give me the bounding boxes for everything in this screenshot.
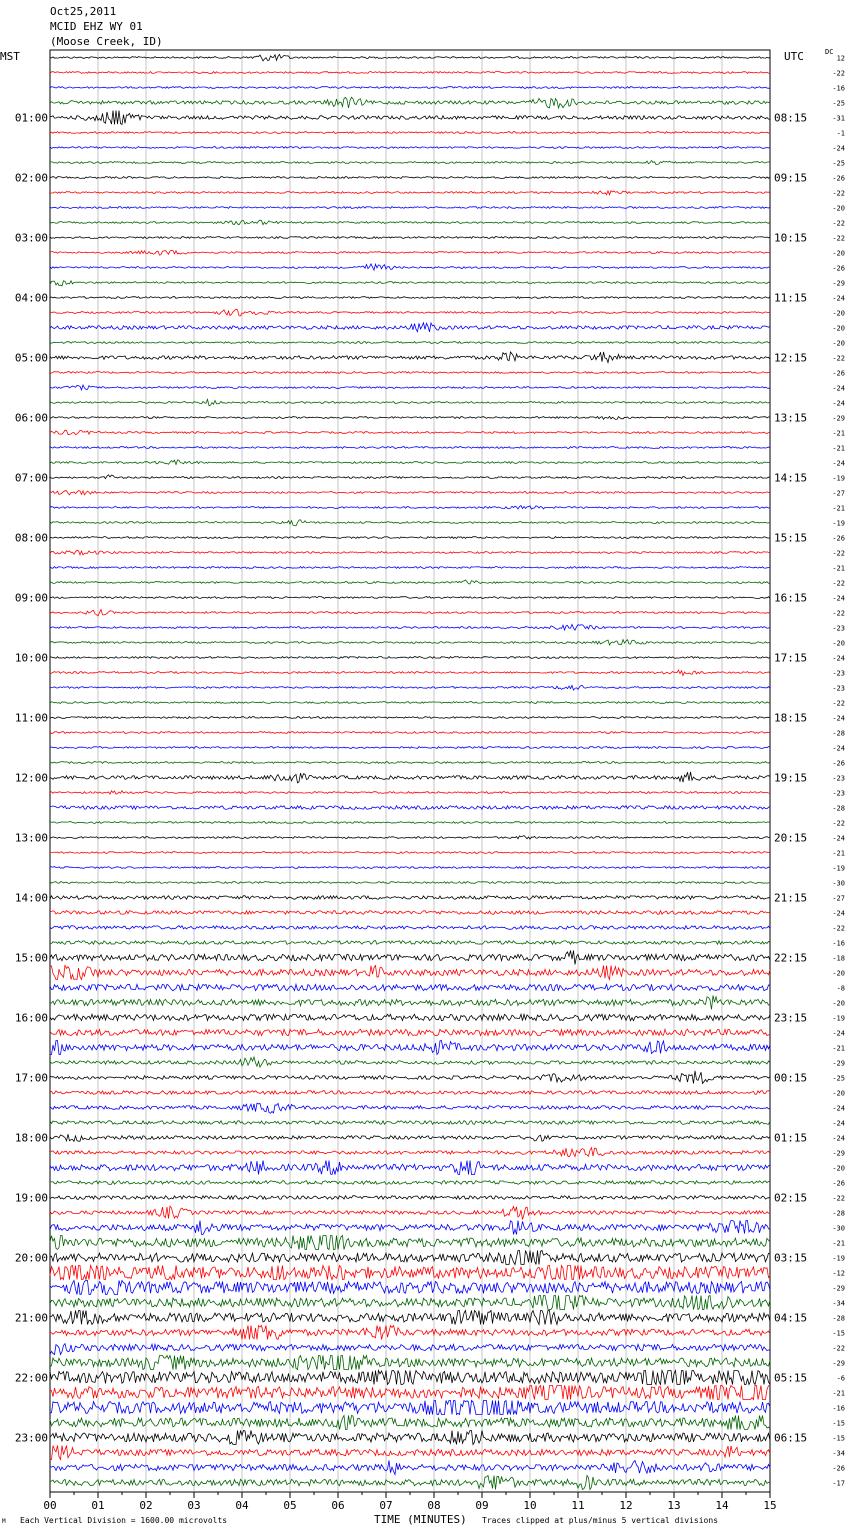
left-hour-label: 11:00 (14, 711, 48, 725)
dc-offset: -29 (832, 1059, 845, 1068)
trace-9 (50, 191, 770, 195)
x-tick-label: 12 (619, 1499, 633, 1512)
trace-66 (50, 1041, 770, 1055)
dc-offset: -21 (832, 1044, 845, 1053)
dc-offset: -19 (832, 1254, 845, 1263)
trace-93 (50, 1446, 770, 1460)
right-hour-label: 03:15 (774, 1251, 808, 1265)
dc-offset: -16 (832, 84, 845, 93)
right-hour-label: 18:15 (774, 711, 808, 725)
dc-label: DC (825, 48, 834, 56)
right-hour-label: 05:15 (774, 1371, 808, 1385)
trace-51 (50, 822, 770, 824)
dc-offset: -26 (832, 759, 845, 768)
dc-offset: -20 (832, 249, 845, 258)
dc-offset: -15 (832, 1434, 845, 1443)
right-hour-label: 19:15 (774, 771, 808, 785)
dc-offset: -27 (832, 894, 845, 903)
dc-offset: -24 (832, 1029, 845, 1038)
trace-15 (50, 281, 770, 286)
trace-44 (50, 717, 770, 719)
trace-64 (50, 1014, 770, 1020)
right-hour-label: 00:15 (774, 1071, 808, 1085)
dc-offset: -29 (832, 1149, 845, 1158)
trace-52 (50, 836, 770, 840)
x-tick-label: 08 (427, 1499, 441, 1512)
dc-offset: -19 (832, 1014, 845, 1023)
x-tick-label: 14 (715, 1499, 729, 1512)
right-hour-label: 02:15 (774, 1191, 808, 1205)
trace-81 (50, 1266, 770, 1280)
left-hour-label: 08:00 (14, 531, 48, 545)
trace-19 (50, 342, 770, 344)
trace-31 (50, 520, 770, 526)
left-hour-label: 17:00 (14, 1071, 48, 1085)
clip-note: Traces clipped at plus/minus 5 vertical divisions (482, 1516, 719, 1525)
right-hour-label: 21:15 (774, 891, 808, 905)
dc-offset: -25 (832, 1074, 845, 1083)
trace-4 (50, 111, 770, 125)
dc-offset: -24 (832, 1104, 845, 1113)
trace-71 (50, 1121, 770, 1125)
dc-offset: -20 (832, 204, 845, 213)
trace-57 (50, 911, 770, 915)
dc-offset: -1 (836, 129, 845, 138)
dc-offset: -28 (832, 729, 845, 738)
trace-6 (50, 147, 770, 149)
dc-offset: -20 (832, 1089, 845, 1098)
dc-offset: -26 (832, 1464, 845, 1473)
right-hour-label: 11:15 (774, 291, 808, 305)
trace-26 (50, 447, 770, 449)
dc-offset: -21 (832, 1389, 845, 1398)
dc-offset: -24 (832, 294, 845, 303)
trace-65 (50, 1029, 770, 1035)
x-tick-label: 00 (43, 1499, 57, 1512)
trace-37 (50, 610, 770, 616)
dc-offset: -21 (832, 429, 845, 438)
trace-35 (50, 580, 770, 584)
dc-offset: -26 (832, 534, 845, 543)
trace-40 (50, 657, 770, 659)
dc-offset: -22 (832, 699, 845, 708)
trace-43 (50, 702, 770, 704)
trace-2 (50, 87, 770, 89)
right-hour-label: 10:15 (774, 231, 808, 245)
dc-offset: -26 (832, 369, 845, 378)
dc-offset: -29 (832, 1359, 845, 1368)
left-hour-label: 03:00 (14, 231, 48, 245)
date-label: Oct25,2011 (50, 5, 117, 18)
dc-offset: -24 (832, 834, 845, 843)
right-hour-label: 15:15 (774, 531, 808, 545)
left-hour-label: 09:00 (14, 591, 48, 605)
trace-67 (50, 1057, 770, 1067)
x-axis-title: TIME (MINUTES) (374, 1513, 467, 1526)
trace-68 (50, 1071, 770, 1084)
dc-offset: -24 (832, 714, 845, 723)
x-tick-label: 04 (235, 1499, 249, 1512)
dc-offset: -24 (832, 1134, 845, 1143)
trace-78 (50, 1221, 770, 1235)
left-hour-label: 05:00 (14, 351, 48, 365)
trace-22 (50, 385, 770, 390)
right-hour-label: 01:15 (774, 1131, 808, 1145)
scale-note: Each Vertical Division = 1600.00 microvolts (20, 1516, 228, 1525)
dc-offset: -34 (832, 1449, 845, 1458)
left-hour-label: 23:00 (14, 1431, 48, 1445)
dc-offset: -20 (832, 309, 845, 318)
dc-offset: -30 (832, 1224, 845, 1233)
x-tick-label: 15 (763, 1499, 777, 1512)
dc-offset: -22 (832, 219, 845, 228)
dc-offset: -22 (832, 819, 845, 828)
trace-89 (50, 1386, 770, 1400)
dc-offset: -28 (832, 804, 845, 813)
dc-offset: -24 (832, 594, 845, 603)
dc-offset: -22 (832, 1194, 845, 1203)
trace-7 (50, 161, 770, 165)
dc-offset: -29 (832, 1284, 845, 1293)
mst-label: MST (0, 50, 20, 63)
trace-58 (50, 926, 770, 930)
right-hour-label: 09:15 (774, 171, 808, 185)
dc-offset: -16 (832, 939, 845, 948)
dc-offset: -23 (832, 624, 845, 633)
left-hour-label: 21:00 (14, 1311, 48, 1325)
trace-84 (50, 1311, 770, 1325)
dc-offset: -22 (832, 1344, 845, 1353)
dc-offset: -24 (832, 744, 845, 753)
trace-86 (50, 1344, 770, 1355)
trace-27 (50, 460, 770, 465)
dc-offset: -22 (832, 69, 845, 78)
trace-83 (50, 1296, 770, 1310)
trace-45 (50, 732, 770, 734)
right-hour-label: 04:15 (774, 1311, 808, 1325)
trace-80 (50, 1251, 770, 1265)
dc-offset: -24 (832, 1119, 845, 1128)
trace-25 (50, 430, 770, 434)
left-hour-label: 02:00 (14, 171, 48, 185)
dc-offset: -28 (832, 1314, 845, 1323)
left-hour-label: 06:00 (14, 411, 48, 425)
dc-offset: -27 (832, 489, 845, 498)
trace-5 (50, 132, 770, 134)
x-tick-label: 01 (91, 1499, 105, 1512)
dc-offset: -22 (832, 609, 845, 618)
trace-30 (50, 506, 770, 509)
trace-50 (50, 806, 770, 810)
trace-10 (50, 207, 770, 209)
x-tick-label: 09 (475, 1499, 489, 1512)
dc-offset: -23 (832, 669, 845, 678)
left-hour-label: 12:00 (14, 771, 48, 785)
x-tick-label: 02 (139, 1499, 153, 1512)
left-hour-label: 04:00 (14, 291, 48, 305)
dc-offset: -20 (832, 969, 845, 978)
trace-32 (50, 537, 770, 539)
dc-offset: -21 (832, 1239, 845, 1248)
trace-62 (50, 984, 770, 990)
trace-74 (50, 1161, 770, 1175)
dc-offset: -26 (832, 264, 845, 273)
dc-offset: -30 (832, 879, 845, 888)
trace-60 (50, 951, 770, 965)
right-hour-label: 16:15 (774, 591, 808, 605)
dc-offset: -21 (832, 444, 845, 453)
trace-18 (50, 323, 770, 332)
dc-offset: -19 (832, 864, 845, 873)
dc-offset: -20 (832, 339, 845, 348)
left-hour-label: 01:00 (14, 111, 48, 125)
left-hour-label: 16:00 (14, 1011, 48, 1025)
dc-offset: -25 (832, 159, 845, 168)
trace-29 (50, 491, 770, 495)
trace-73 (50, 1148, 770, 1157)
dc-offset: -15 (832, 1329, 845, 1338)
trace-12 (50, 237, 770, 239)
trace-94 (50, 1461, 770, 1475)
dc-offset: -24 (832, 399, 845, 408)
trace-49 (50, 791, 770, 794)
dc-offset: -16 (832, 1404, 845, 1413)
dc-offset: 12 (836, 54, 845, 63)
location-label: (Moose Creek, ID) (50, 35, 163, 48)
dc-offset: -19 (832, 519, 845, 528)
left-hour-label: 20:00 (14, 1251, 48, 1265)
dc-offset: -26 (832, 174, 845, 183)
right-hour-label: 23:15 (774, 1011, 808, 1025)
dc-offset: -19 (832, 474, 845, 483)
trace-85 (50, 1326, 770, 1340)
dc-offset: -22 (832, 579, 845, 588)
trace-61 (50, 966, 770, 980)
trace-88 (50, 1371, 770, 1385)
trace-53 (50, 852, 770, 854)
dc-offset: -22 (832, 924, 845, 933)
trace-46 (50, 747, 770, 749)
dc-offset: -20 (832, 639, 845, 648)
x-tick-label: 10 (523, 1499, 537, 1512)
dc-offset: -23 (832, 684, 845, 693)
trace-76 (50, 1196, 770, 1200)
right-hour-label: 22:15 (774, 951, 808, 965)
trace-34 (50, 567, 770, 569)
left-hour-label: 14:00 (14, 891, 48, 905)
dc-offset: -12 (832, 1269, 845, 1278)
dc-offset: -20 (832, 1164, 845, 1173)
trace-92 (50, 1431, 770, 1445)
right-hour-label: 13:15 (774, 411, 808, 425)
dc-offset: -20 (832, 324, 845, 333)
trace-59 (50, 941, 770, 945)
dc-offset: -22 (832, 234, 845, 243)
trace-39 (50, 640, 770, 646)
dc-offset: -18 (832, 954, 845, 963)
trace-42 (50, 686, 770, 691)
trace-69 (50, 1091, 770, 1095)
trace-23 (50, 399, 770, 405)
right-hour-label: 20:15 (774, 831, 808, 845)
utc-label: UTC (784, 50, 804, 63)
left-hour-label: 10:00 (14, 651, 48, 665)
x-tick-label: 07 (379, 1499, 393, 1512)
station-label: MCID EHZ WY 01 (50, 20, 143, 33)
left-hour-label: 07:00 (14, 471, 48, 485)
dc-offset: -17 (832, 1479, 845, 1488)
left-hour-label: 22:00 (14, 1371, 48, 1385)
dc-offset: -24 (832, 459, 845, 468)
right-hour-label: 08:15 (774, 111, 808, 125)
dc-offset: -22 (832, 189, 845, 198)
dc-offset: -34 (832, 1299, 845, 1308)
dc-offset: -29 (832, 414, 845, 423)
trace-13 (50, 250, 770, 255)
trace-28 (50, 475, 770, 479)
trace-75 (50, 1181, 770, 1185)
x-tick-label: 06 (331, 1499, 345, 1512)
trace-56 (50, 896, 770, 900)
trace-11 (50, 220, 770, 225)
corner-mark: M (2, 1518, 6, 1525)
trace-20 (50, 352, 770, 363)
right-hour-label: 14:15 (774, 471, 808, 485)
x-tick-label: 05 (283, 1499, 297, 1512)
dc-offset: -21 (832, 564, 845, 573)
trace-33 (50, 550, 770, 555)
dc-offset: -23 (832, 774, 845, 783)
right-hour-label: 12:15 (774, 351, 808, 365)
dc-offset: -21 (832, 504, 845, 513)
dc-offset: -8 (836, 984, 845, 993)
trace-54 (50, 867, 770, 869)
dc-offset: -31 (832, 114, 845, 123)
trace-14 (50, 264, 770, 270)
x-tick-label: 13 (667, 1499, 681, 1512)
trace-0 (50, 54, 770, 61)
dc-offset: -6 (836, 1374, 845, 1383)
trace-36 (50, 597, 770, 599)
trace-87 (50, 1356, 770, 1370)
trace-90 (50, 1401, 770, 1415)
trace-1 (50, 72, 770, 74)
trace-24 (50, 416, 770, 419)
dc-offset: -22 (832, 354, 845, 363)
left-hour-label: 19:00 (14, 1191, 48, 1205)
trace-21 (50, 372, 770, 374)
left-hour-label: 13:00 (14, 831, 48, 845)
dc-offset: -24 (832, 654, 845, 663)
x-tick-label: 03 (187, 1499, 201, 1512)
dc-offset: -28 (832, 1209, 845, 1218)
dc-offset: -25 (832, 99, 845, 108)
right-hour-label: 17:15 (774, 651, 808, 665)
dc-offset: -29 (832, 279, 845, 288)
dc-offset: -26 (832, 1179, 845, 1188)
trace-72 (50, 1134, 770, 1141)
trace-16 (50, 297, 770, 299)
trace-70 (50, 1103, 770, 1113)
dc-offset: -23 (832, 789, 845, 798)
right-hour-label: 06:15 (774, 1431, 808, 1445)
x-tick-label: 11 (571, 1499, 585, 1512)
trace-8 (50, 177, 770, 179)
left-hour-label: 18:00 (14, 1131, 48, 1145)
dc-offset: -21 (832, 849, 845, 858)
trace-3 (50, 97, 770, 108)
dc-offset: -22 (832, 549, 845, 558)
trace-63 (50, 996, 770, 1010)
trace-82 (50, 1281, 770, 1295)
dc-offset: -24 (832, 909, 845, 918)
trace-38 (50, 624, 770, 630)
trace-41 (50, 670, 770, 675)
dc-offset: -24 (832, 144, 845, 153)
trace-17 (50, 309, 770, 316)
dc-offset: -24 (832, 384, 845, 393)
dc-offset: -20 (832, 999, 845, 1008)
trace-55 (50, 882, 770, 884)
trace-95 (50, 1476, 770, 1490)
trace-79 (50, 1236, 770, 1250)
left-hour-label: 15:00 (14, 951, 48, 965)
trace-48 (50, 772, 770, 783)
dc-offset: -15 (832, 1419, 845, 1428)
trace-77 (50, 1206, 770, 1219)
trace-47 (50, 762, 770, 764)
trace-91 (50, 1416, 770, 1430)
